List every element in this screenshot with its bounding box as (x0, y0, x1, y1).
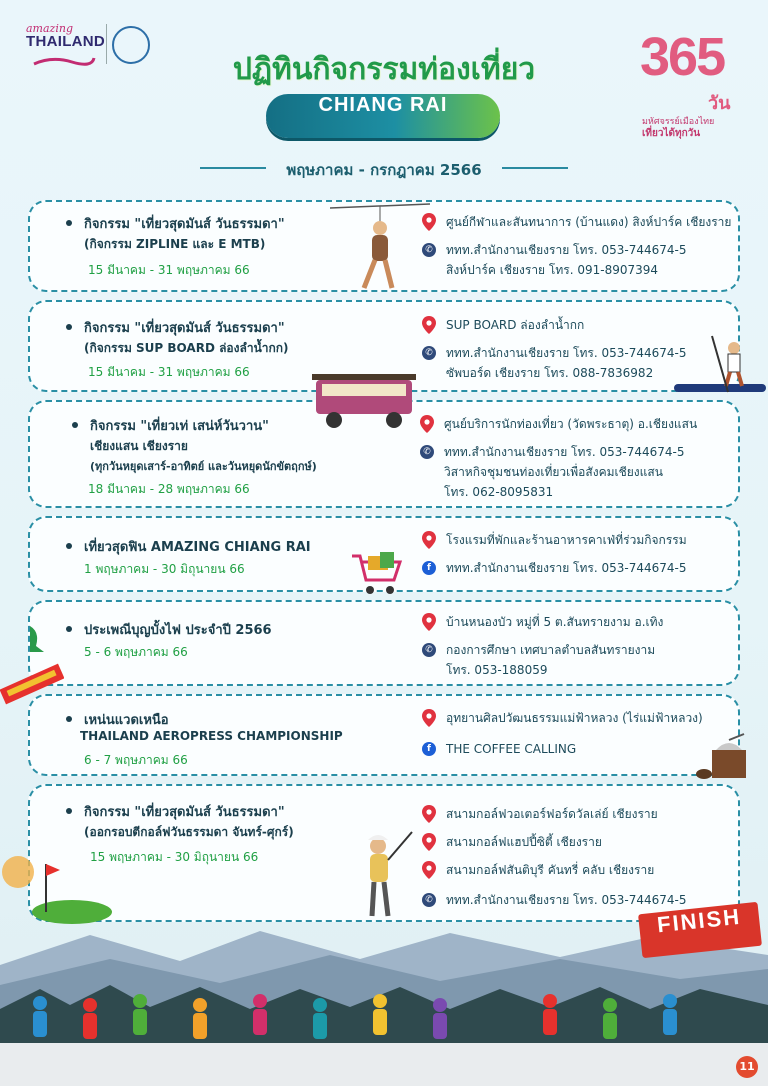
bullet (66, 626, 72, 632)
zipline-rider-icon (330, 202, 430, 294)
event-contact-row (422, 240, 686, 280)
bullet (66, 808, 72, 814)
finish-label: FINISH (655, 903, 743, 938)
location-pin-icon (422, 833, 436, 851)
brand-amazing: amazing (26, 22, 73, 35)
whatsapp-icon: ✆ (422, 893, 436, 907)
event-card-aeropress (28, 694, 740, 776)
event-location: บ้านหนองบัว หมู่ที่ 5 ต.สันทรายงาม อ.เทิง (446, 615, 664, 629)
event-contact: THE COFFEE CALLING (446, 742, 577, 756)
event-date: 5 - 6 พฤษภาคม 66 (84, 645, 188, 659)
location-pin-icon (422, 805, 436, 823)
event-title: เที่ยวสุดฟิน AMAZING CHIANG RAI (84, 540, 311, 555)
event-contact-row (422, 640, 655, 680)
event-location: SUP BOARD ล่องลำน้ำกก (446, 318, 585, 332)
logo-365-number: 365 (640, 27, 725, 87)
event-title: กิจกรรม "เที่ยวเท่ เสน่ห์วันวาน" (90, 419, 269, 434)
event-contact-row (422, 343, 686, 383)
event-contact: ททท.สำนักงานเชียงราย โทร. 053-744674-5 (446, 243, 687, 257)
facebook-icon: f (422, 742, 436, 756)
event-contact: ททท.สำนักงานเชียงราย โทร. 053-744674-5 (446, 893, 687, 907)
location-pin-icon (420, 415, 434, 433)
event-title: กิจกรรม "เที่ยวสุดมันส์ วันธรรมดา" (84, 805, 285, 820)
event-subtitle: (กิจกรรม ZIPLINE และ E MTB) (84, 237, 266, 251)
bullet (66, 220, 72, 226)
event-location: ศูนย์บริการนักท่องเที่ยว (วัดพระธาตุ) อ.เชียงแสน (444, 417, 698, 431)
whatsapp-icon: ✆ (422, 643, 436, 657)
location-pin-icon (422, 531, 436, 549)
golf-flag-icon (0, 850, 120, 930)
page-title: ปฏิทินกิจกรรมท่องเที่ยว (232, 52, 536, 87)
event-card-zipline (28, 200, 740, 292)
bullet (66, 324, 72, 330)
event-card-golf (28, 784, 740, 922)
event-location-row (420, 414, 697, 434)
location-pin-icon (422, 861, 436, 879)
date-range: พฤษภาคม - กรกฎาคม 2566 (286, 161, 482, 179)
event-location-row (422, 832, 602, 852)
event-contact: กองการศึกษา เทศบาลตำบลสันทรายงาม (446, 643, 656, 657)
bullet (72, 422, 78, 428)
location-pin-icon (422, 316, 436, 334)
event-contact: วิสาหกิจชุมชนท่องเที่ยวเพื่อสังคมเชียงแสน (444, 465, 663, 479)
bullet (66, 716, 72, 722)
event-contact: ททท.สำนักงานเชียงราย โทร. 053-744674-5 (444, 445, 685, 459)
event-location-row (422, 612, 663, 632)
event-contact: ซัพบอร์ด เชียงราย โทร. 088-7836982 (446, 366, 654, 380)
event-location: ศูนย์กีฬาและสันทนาการ (บ้านแดง) สิงห์ปาร์ค เชียงราย (446, 215, 732, 229)
shopping-cart-icon (350, 550, 404, 598)
event-subtitle-note: (ทุกวันหยุดเสาร์-อาทิตย์ และวันหยุดนักขัตฤกษ์) (90, 460, 317, 473)
event-location-row (422, 530, 687, 550)
event-subtitle: THAILAND AEROPRESS CHAMPIONSHIP (80, 729, 343, 743)
whatsapp-icon: ✆ (422, 346, 436, 360)
location-pin-icon (422, 709, 436, 727)
event-date: 15 มีนาคม - 31 พฤษภาคม 66 (88, 365, 250, 379)
event-contact: โทร. 062-8095831 (444, 485, 554, 499)
event-date: 1 พฤษภาคม - 30 มิถุนายน 66 (84, 562, 245, 576)
event-title: กิจกรรม "เที่ยวสุดมันส์ วันธรรมดา" (84, 321, 285, 336)
event-date: 15 มีนาคม - 31 พฤษภาคม 66 (88, 263, 250, 277)
bullet (66, 543, 72, 549)
event-contact-row (422, 739, 576, 759)
event-contact: สิงห์ปาร์ค เชียงราย โทร. 091-8907394 (446, 263, 659, 277)
event-date: 15 พฤษภาคม - 30 มิถุนายน 66 (90, 850, 259, 864)
event-contact: ททท.สำนักงานเชียงราย โทร. 053-744674-5 (446, 561, 687, 575)
event-contact: โทร. 053-188059 (446, 663, 548, 677)
event-location-row (422, 315, 584, 335)
event-card-rocket (28, 600, 740, 686)
logo-365-sub2: เที่ยวได้ทุกวัน (642, 128, 701, 139)
event-location-row (422, 860, 654, 880)
location-pin-icon (422, 213, 436, 231)
event-contact-row (422, 890, 686, 910)
event-location-row (422, 212, 731, 232)
event-card-amazing (28, 516, 740, 592)
event-location: สนามกอล์ฟสันติบุรี คันทรี่ คลับ เชียงราย (446, 863, 655, 877)
city-badge (266, 94, 500, 138)
event-subtitle: (ออกรอบตีกอล์ฟวันธรรมดา จันทร์-ศุกร์) (84, 825, 294, 839)
golfer-icon (348, 826, 418, 920)
brand-thailand: THAILAND (26, 33, 106, 50)
logo-365-wan: วัน (708, 93, 731, 114)
event-contact-row (422, 558, 686, 578)
logo-365-days (612, 22, 752, 140)
event-title: ประเพณีบุญบั้งไฟ ประจำปี 2566 (84, 623, 272, 638)
event-title: กิจกรรม "เที่ยวสุดมันส์ วันธรรมดา" (84, 217, 285, 232)
sup-paddler-icon (672, 332, 768, 398)
event-location-row (422, 804, 658, 824)
event-date: 6 - 7 พฤษภาคม 66 (84, 753, 188, 767)
event-location: โรงแรมที่พักและร้านอาหารคาเฟ่ที่ร่วมกิจกรรม (446, 533, 687, 547)
event-location: อุทยานศิลปวัฒนธรรมแม่ฟ้าหลวง (ไร่แม่ฟ้าหลวง) (446, 711, 703, 725)
event-location: สนามกอล์ฟวอเตอร์ฟอร์ดวัลเล่ย์ เชียงราย (446, 807, 658, 821)
facebook-icon: f (422, 561, 436, 575)
logo-365-sub1: มหัศจรรย์เมืองไทย (642, 117, 715, 127)
event-contact: ททท.สำนักงานเชียงราย โทร. 053-744674-5 (446, 346, 687, 360)
event-subtitle: เชียงแสน เชียงราย (90, 439, 188, 453)
event-contact-row (420, 442, 684, 502)
coffee-grinder-icon (694, 730, 754, 782)
event-date: 18 มีนาคม - 28 พฤษภาคม 66 (88, 482, 250, 496)
page-number: 11 (736, 1056, 758, 1078)
whatsapp-icon: ✆ (422, 243, 436, 257)
whatsapp-icon: ✆ (420, 445, 434, 459)
event-subtitle: (กิจกรรม SUP BOARD ล่องลำน้ำกก) (84, 341, 289, 355)
event-location: สนามกอล์ฟแฮปปี้ซิตี้ เชียงราย (446, 835, 602, 849)
location-pin-icon (422, 613, 436, 631)
event-location-row (422, 708, 703, 728)
event-title: เหน่นแวดเหนือ (84, 713, 169, 728)
city-label: CHIANG RAI (318, 94, 448, 116)
vintage-tram-icon (308, 368, 420, 434)
